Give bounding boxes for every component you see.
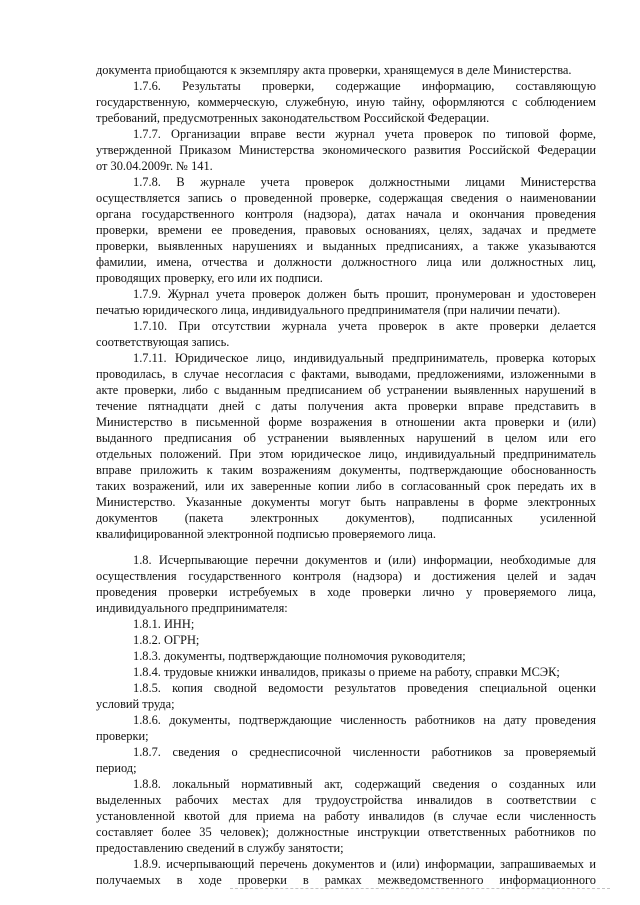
text-line: проверки; bbox=[96, 729, 149, 743]
text-line: осуществляется запись о проведенной проверке, содержащая сведения о наименовании bbox=[96, 191, 596, 205]
text-line: акте проверки, либо с выданным предписанием об устранении выявленных нарушений в bbox=[96, 383, 596, 397]
text-line: фамилии, имена, отчества и должности должностного лица или должностных лиц, bbox=[96, 255, 596, 269]
text-line: индивидуального предпринимателя: bbox=[96, 601, 288, 615]
text-line: 1.8.5. копия сводной ведомости результатов проведения специальной оценки bbox=[133, 681, 596, 695]
text-line: квалифицированной электронной подписью проверяемого лица. bbox=[96, 527, 436, 541]
text-line: документов (пакета электронных документов), подписанных усиленной bbox=[96, 511, 596, 525]
text-line: проводилась, в случае несогласия с фактами, выводами, предложениями, изложенными в bbox=[96, 367, 596, 381]
text-line: 1.7.11. Юридическое лицо, индивидуальный предприниматель, проверка которых bbox=[133, 351, 596, 365]
text-line: Министерство в письменной форме возражения в отношении акта проверки и (или) bbox=[96, 415, 596, 429]
text-line: осуществления государственного контроля (надзора) и достижения целей и задач bbox=[96, 569, 596, 583]
text-line: выданного предписания об устранении выявленных нарушений в целом или его bbox=[96, 431, 596, 445]
text-line: 1.7.10. При отсутствии журнала учета проверок в акте проверки делается bbox=[133, 319, 596, 333]
text-line: 1.7.7. Организации вправе вести журнал учета проверок по типовой форме, bbox=[133, 127, 596, 141]
text-line: проверки, времени ее проведения, правовых основаниях, целях, задачах и предмете bbox=[96, 223, 596, 237]
text-line: государственную, коммерческую, служебную, иную тайну, оформляются с соблюдением bbox=[96, 95, 596, 109]
text-line: получаемых в ходе проверки в рамках межведомственного информационного bbox=[96, 873, 596, 887]
text-line: выделенных рабочих местах для трудоустройства инвалидов в соответствии с bbox=[96, 793, 596, 807]
text-line: 1.7.9. Журнал учета проверок должен быть прошит, пронумерован и удостоверен bbox=[133, 287, 596, 301]
text-line: проверки, выявленных нарушениях и выданных предписаниях, а также указываются bbox=[96, 239, 596, 253]
text-line: соответствующая запись. bbox=[96, 335, 230, 349]
text-line: 1.8.1. ИНН; bbox=[133, 617, 195, 631]
text-line: отдельных положений. При этом юридическое лицо, индивидуальный предприниматель bbox=[96, 447, 596, 461]
text-line: таких возражений, или их заверенные копии либо в согласованный срок передать их в bbox=[96, 479, 596, 493]
text-line: составляет более 35 человек); должностные инструкции ответственных работников по bbox=[96, 825, 596, 839]
text-line: 1.8.3. документы, подтверждающие полномочия руководителя; bbox=[133, 649, 466, 663]
text-line: проводящих проверку, его или их подписи. bbox=[96, 271, 323, 285]
text-line: период; bbox=[96, 761, 137, 775]
text-line: 1.8.7. сведения о среднесписочной численности работников за проверяемый bbox=[133, 745, 596, 759]
scan-edge-line bbox=[230, 888, 610, 889]
text-line: документа приобщаются к экземпляру акта проверки, хранящемуся в деле Министерства. bbox=[96, 63, 572, 77]
text-line: требований, предусмотренных законодательством Российской Федерации. bbox=[96, 111, 490, 125]
text-line: 1.8.2. ОГРН; bbox=[133, 633, 200, 647]
text-line: 1.7.8. В журнале учета проверок должностными лицами Министерства bbox=[133, 175, 596, 189]
text-line: утвержденной Приказом Министерства экономического развития Российской Федерации bbox=[96, 143, 596, 157]
text-line: от 30.04.2009г. № 141. bbox=[96, 159, 213, 173]
text-line: 1.8.8. локальный нормативный акт, содержащий сведения о созданных или bbox=[133, 777, 596, 791]
text-line: печатью юридического лица, индивидуального предпринимателя (при наличии печати). bbox=[96, 303, 561, 317]
text-line: 1.8.6. документы, подтверждающие численность работников на дату проведения bbox=[133, 713, 596, 727]
text-line: течение пятнадцати дней с даты получения акта проверки вправе представить в bbox=[96, 399, 596, 413]
text-line: 1.7.6. Результаты проверки, содержащие информацию, составляющую bbox=[133, 79, 596, 93]
text-line: условий труда; bbox=[96, 697, 175, 711]
text-line: органа государственного контроля (надзора), датах начала и окончания проведения bbox=[96, 207, 596, 221]
text-line: Министерство. Указанные документы могут быть направлены в форме электронных bbox=[96, 495, 596, 509]
text-line: 1.8. Исчерпывающие перечни документов и (или) информации, необходимые для bbox=[133, 553, 596, 567]
text-line: вправе приложить к таким возражениям документы, подтверждающие обоснованность bbox=[96, 463, 596, 477]
text-line: проведения проверки истребуемых в ходе проверки лично у проверяемого лица, bbox=[96, 585, 596, 599]
text-line: предоставлению сведений в службу занятости; bbox=[96, 841, 344, 855]
text-line: 1.8.9. исчерпывающий перечень документов и (или) информации, запрашиваемых и bbox=[133, 857, 596, 871]
text-line: установленной квотой для приема на работу инвалидов (в случае если численность bbox=[96, 809, 596, 823]
text-line: 1.8.4. трудовые книжки инвалидов, приказы о приеме на работу, справки МСЭК; bbox=[133, 665, 560, 679]
